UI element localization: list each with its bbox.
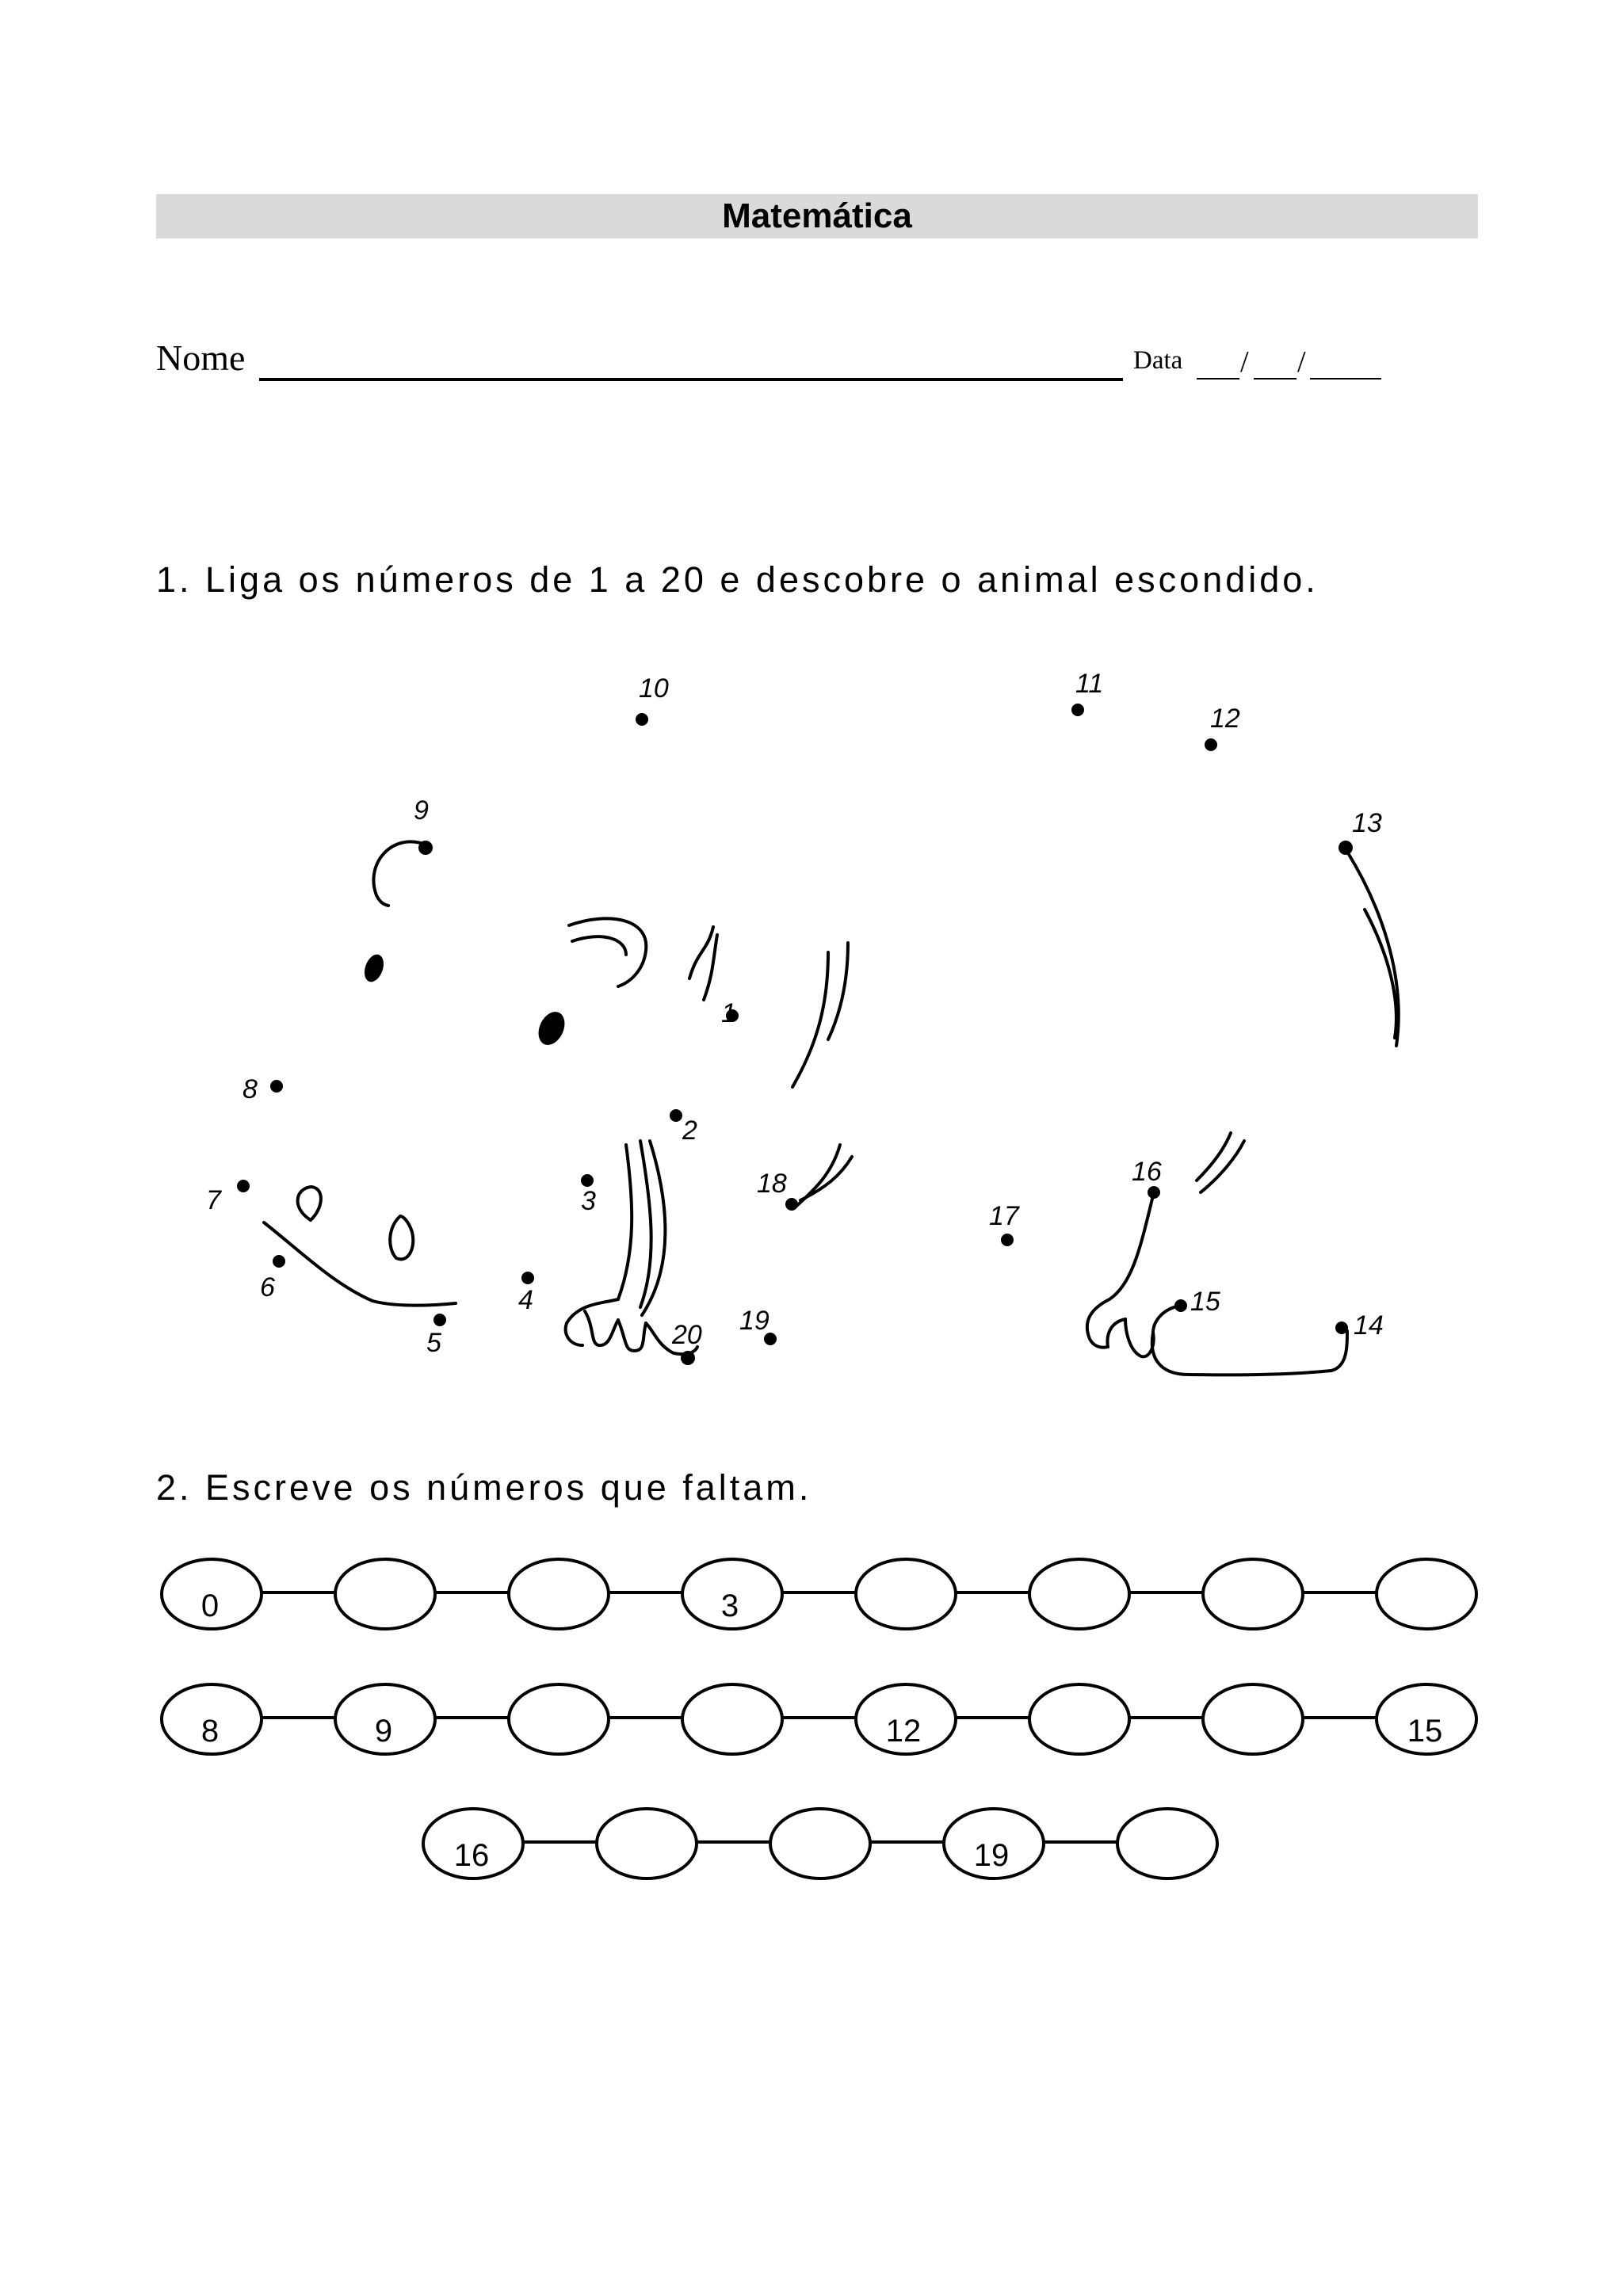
dot-label-20: 20 <box>672 1320 702 1350</box>
chain-oval[interactable] <box>856 1559 956 1629</box>
chain-oval[interactable] <box>509 1684 609 1754</box>
chain-row-1 <box>162 1559 1476 1629</box>
dot-label-19: 19 <box>739 1306 769 1336</box>
page-title: Matemática <box>156 194 1478 238</box>
chain-row-2 <box>162 1684 1476 1754</box>
chain-oval[interactable] <box>509 1559 609 1629</box>
dot-label-3: 3 <box>581 1186 596 1216</box>
name-label: Nome <box>156 338 246 378</box>
chain-oval[interactable] <box>1029 1684 1129 1754</box>
chain-oval[interactable] <box>1377 1559 1476 1629</box>
date-label: Data <box>1133 346 1183 375</box>
chain-value: 15 <box>1407 1714 1443 1749</box>
date-separator: / <box>1297 345 1306 379</box>
chain-oval[interactable] <box>1203 1684 1303 1754</box>
chain-value: 8 <box>200 1714 220 1749</box>
chain-value: 16 <box>453 1838 490 1873</box>
dot-label-11: 11 <box>1075 669 1104 699</box>
dot-label-4: 4 <box>518 1285 533 1315</box>
chain-oval[interactable] <box>1117 1809 1217 1878</box>
dot-label-9: 9 <box>414 795 429 826</box>
dot-label-17: 17 <box>989 1201 1019 1231</box>
dot-label-14: 14 <box>1354 1310 1384 1341</box>
dot-label-1: 1 <box>721 998 736 1028</box>
dot-label-13: 13 <box>1352 808 1382 838</box>
dot-label-18: 18 <box>757 1169 787 1199</box>
chain-oval[interactable] <box>770 1809 870 1878</box>
chain-oval[interactable] <box>1029 1559 1129 1629</box>
dot-label-8: 8 <box>242 1074 258 1104</box>
chain-oval[interactable] <box>1203 1559 1303 1629</box>
exercise-2-instruction: 2. Escreve os números que faltam. <box>156 1467 812 1508</box>
dot-label-10: 10 <box>639 673 669 704</box>
dot-label-7: 7 <box>206 1185 221 1215</box>
chain-oval[interactable] <box>682 1684 782 1754</box>
chain-row-3 <box>423 1809 1217 1878</box>
dot-label-15: 15 <box>1190 1287 1220 1317</box>
date-separator: / <box>1240 345 1249 379</box>
exercise-1-instruction: 1. Liga os números de 1 a 20 e descobre o animal escondido. <box>156 559 1319 600</box>
chain-value: 12 <box>885 1714 922 1749</box>
dot-label-5: 5 <box>426 1328 441 1358</box>
chain-oval[interactable] <box>335 1559 435 1629</box>
chain-value: 3 <box>720 1589 739 1623</box>
chain-oval[interactable] <box>597 1809 697 1878</box>
dot-label-2: 2 <box>682 1116 697 1146</box>
chain-value: 9 <box>374 1714 393 1749</box>
dot-label-16: 16 <box>1132 1157 1162 1187</box>
dot-label-6: 6 <box>260 1272 275 1302</box>
chain-value: 0 <box>200 1589 220 1623</box>
dot-label-12: 12 <box>1210 704 1240 734</box>
chain-value: 19 <box>973 1838 1010 1873</box>
